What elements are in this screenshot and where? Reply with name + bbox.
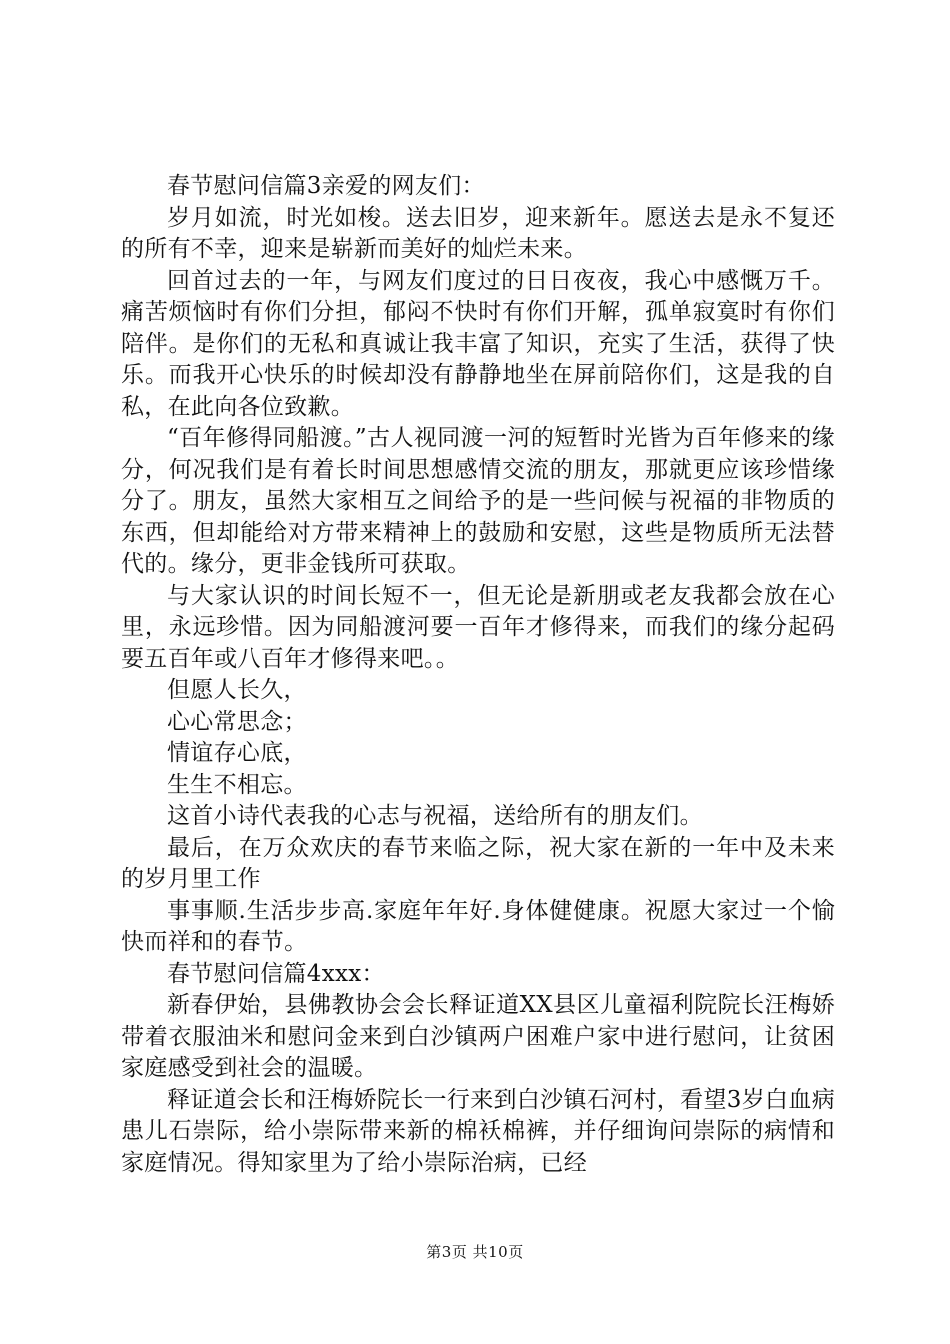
paragraph: 最后，在万众欢庆的春节来临之际，祝大家在新的一年中及未来的岁月里工作 xyxy=(121,834,835,892)
paragraph: 岁月如流，时光如梭。送去旧岁，迎来新年。愿送去是永不复还的所有不幸，迎来是崭新而美好的灿烂未来。 xyxy=(121,204,835,262)
paragraph: “百年修得同船渡。”古人视同渡一河的短暂时光皆为百年修来的缘分，何况我们是有着长时间思想感情交流的朋友，那就更应该珍惜缘分了。朋友，虽然大家相互之间给予的是一些问候与祝福的非物质的东西，但却能给对方带来精神上的鼓励和安慰，这些是物质所无法替代的。缘分，更非金钱所可获取。 xyxy=(121,425,835,577)
poem-line: 情谊存心底， xyxy=(167,740,307,766)
paragraph: 事事顺.生活步步高.家庭年年好.身体健健康。祝愿大家过一个愉快而祥和的春节。 xyxy=(121,897,835,955)
poem-line: 但愿人长久， xyxy=(167,677,307,703)
paragraph-heading-letter-4: 春节慰问信篇4xxx： xyxy=(167,960,385,987)
poem-line: 生生不相忘。 xyxy=(167,771,307,798)
paragraph: 与大家认识的时间长短不一，但无论是新朋或老友我都会放在心里，永远珍惜。因为同船渡河要一百年才修得来，而我们的缘分起码要五百年或八百年才修得来吧。。 xyxy=(121,582,835,672)
document-body xyxy=(121,171,835,1179)
paragraph: 回首过去的一年，与网友们度过的日日夜夜，我心中感慨万千。痛苦烦恼时有你们分担，郁闷不快时有你们开解，孤单寂寞时有你们陪伴。是你们的无私和真诚让我丰富了知识，充实了生活，获得了快乐。而我开心快乐的时候却没有静静地坐在屏前陪你们，这是我的自私，在此向各位致歉。 xyxy=(121,267,835,420)
paragraph: 这首小诗代表我的心志与祝福，送给所有的朋友们。 xyxy=(167,803,703,829)
paragraph: 释证道会长和汪梅娇院长一行来到白沙镇石河村，看望3岁白血病患儿石崇际，给小崇际带来新的棉袄棉裤，并仔细询问崇际的病情和家庭情况。得知家里为了给小崇际治病，已经 xyxy=(121,1086,835,1176)
page-number-footer: 第3页 共10页 xyxy=(426,1243,524,1261)
paragraph: 新春伊始，县佛教协会会长释证道XX县区儿童福利院院长汪梅娇带着衣服油米和慰问金来到白沙镇两户困难户家中进行慰问，让贫困家庭感受到社会的温暖。 xyxy=(121,992,835,1081)
paragraph-heading-letter-3: 春节慰问信篇3亲爱的网友们： xyxy=(167,173,485,199)
poem-line: 心心常思念； xyxy=(167,708,307,735)
